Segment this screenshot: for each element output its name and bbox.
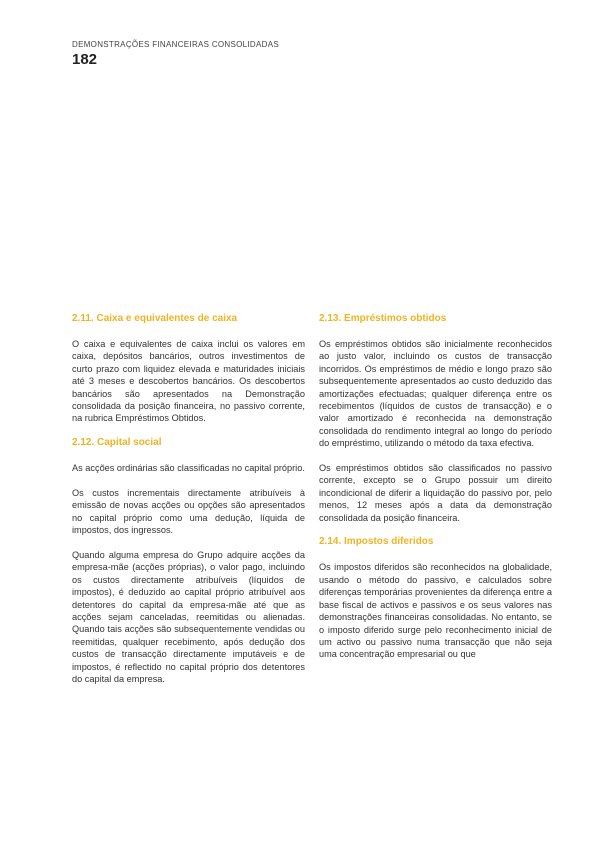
paragraph: Os impostos diferidos são reconhecidos na globalidade, usando o método do passivo, e calculados sobre diferenças temporárias provenientes da diferença entre a base fiscal de activos e passivos e os seus valores nas demonstrações financeiras consolidadas. No entanto, se o imposto diferido surge pelo reconhecimento inicial de um activo ou passivo numa transacção que não seja uma concentração empresarial ou que	[319, 562, 552, 660]
section-loans-obtained	[319, 313, 552, 524]
section-heading: 2.11. Caixa e equivalentes de caixa	[72, 313, 238, 324]
paragraph: As acções ordinárias são classificadas no capital próprio.	[72, 463, 305, 474]
paragraph: O caixa e equivalentes de caixa inclui os valores em caixa, depósitos bancários, outros investimentos de curto prazo com liquidez elevada e maturidades iniciais até 3 meses e descobertos bancários. Os descobertos bancários são apresentados na Demonstração consolidada da posição financeira, no passivo corrente, na rubrica Empréstimos Obtidos.	[72, 339, 305, 424]
paragraph: Os empréstimos obtidos são inicialmente reconhecidos ao justo valor, incluindo os custos de transacção incorridos. Os empréstimos de médio e longo prazo são subsequentemente apresentados ao custo deduzido das amortizações efectuadas; qualquer diferença entre os recebimentos (líquidos de custos de transacção) e o valor amortizado é reconhecida na demonstração consolidada do rendimento integral ao longo do período do empréstimo, utilizando o método da taxa efectiva.	[319, 339, 552, 449]
left-column	[72, 313, 305, 698]
paragraph: Os empréstimos obtidos são classificados no passivo corrente, excepto se o Grupo possuir um direito incondicional de diferir a liquidação do passivo por, pelo menos, 12 meses após a data da demonstração consolidada da posição financeira.	[319, 463, 552, 523]
section-cash-equivalents	[72, 313, 305, 425]
page-number: 182	[72, 51, 98, 68]
section-deferred-taxes	[319, 536, 552, 660]
section-heading: 2.14. Impostos diferidos	[319, 536, 434, 548]
section-heading: 2.12. Capital social	[72, 437, 162, 449]
paragraph: Os custos incrementais directamente atribuíveis à emissão de novas acções ou opções são apresentados no capital próprio como uma dedução, líquida de impostos, dos ingressos.	[72, 488, 305, 536]
running-header-title: DEMONSTRAÇÕES FINANCEIRAS CONSOLIDADAS	[72, 40, 279, 49]
right-column	[319, 313, 552, 673]
paragraph: Quando alguma empresa do Grupo adquire acções da empresa-mãe (acções próprias), o valor pago, incluindo os custos directamente atribuíveis (líquidos de impostos), é deduzido ao capital próprio atribuível aos detentores do capital da empresa-mãe até que as acções sejam canceladas, reemitidas ou alienadas. Quando tais acções são subsequentemente vendidas ou reemitidas, qualquer recebimento, após dedução dos custos de transacção directamente imputáveis e de impostos, é reflectido no capital próprio dos detentores do capital da empresa.	[72, 550, 305, 685]
section-share-capital	[72, 437, 305, 685]
section-heading: 2.13. Empréstimos obtidos	[319, 313, 447, 324]
